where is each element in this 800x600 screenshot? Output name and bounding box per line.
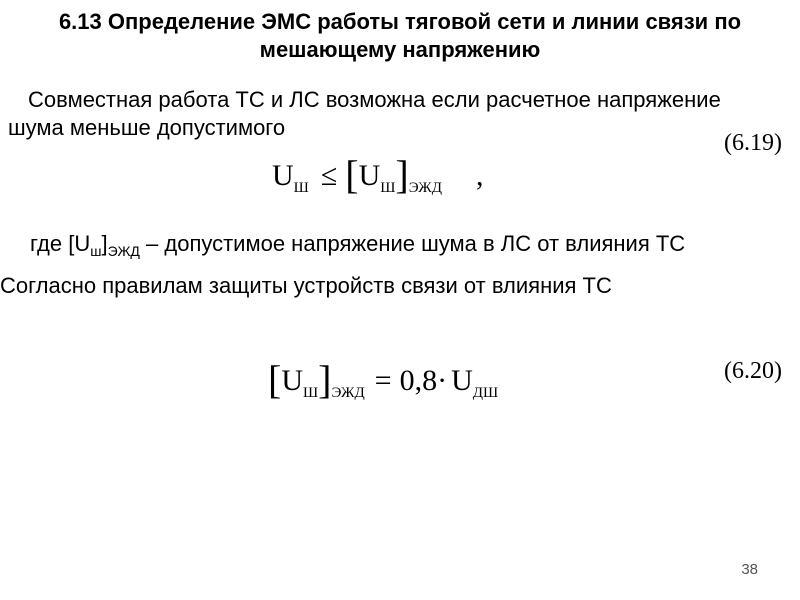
paragraph-line-1: Совместная работа ТС и ЛС возможна если расчетное напряжение [28, 87, 721, 112]
eq-6-19-bracket-open: [ [345, 152, 359, 197]
equation-number-6-20: (6.20) [724, 358, 782, 384]
paragraph-line-2: шума меньше допустимого [8, 115, 286, 140]
eq-6-19-lhs-subscript: Ш [293, 180, 309, 196]
eq-6-19-rhs-symbol: U [358, 159, 381, 192]
equation-6-19 [272, 148, 483, 195]
equation-6-20 [268, 353, 498, 400]
eq-6-20-bracket-subscript: ЭЖД [331, 385, 365, 401]
where-line-subscript-2: ЭЖД [107, 243, 140, 259]
eq-6-19-bracket-close: ] [395, 152, 409, 197]
slide-title-line-1: 6.13 Определение ЭМС работы тяговой сети и линии связи по [58, 9, 742, 34]
page-number: 38 [741, 561, 758, 578]
eq-6-20-dot: · [437, 364, 448, 397]
eq-6-20-rhs-subscript: ДШ [472, 385, 499, 401]
slide-title-line-2: мешающему напряжению [259, 37, 541, 62]
eq-6-20-equals: = [374, 364, 392, 397]
eq-6-19-relation: ≤ [320, 159, 338, 192]
slide-title [0, 8, 800, 64]
eq-6-20-bracket-open: [ [268, 357, 282, 402]
eq-6-19-trailing-comma: , [475, 159, 484, 192]
where-line-prefix: где [U [30, 231, 91, 256]
where-line-subscript-1: ш [90, 243, 102, 259]
eq-6-20-subscript: Ш [303, 385, 319, 401]
where-line-middle: ] [101, 231, 108, 256]
eq-6-19-lhs-symbol: U [272, 159, 294, 192]
eq-6-20-symbol: U [281, 364, 303, 397]
eq-6-20-coefficient: 0,8 [399, 364, 438, 397]
eq-6-20-rhs-symbol: U [451, 364, 473, 397]
eq-6-19-bracket-subscript: ЭЖД [408, 180, 442, 196]
where-line-suffix: – допустимое напряжение шума в ЛС от влияния ТС [139, 231, 686, 256]
where-line [30, 232, 685, 258]
equation-number-6-19: (6.19) [724, 130, 782, 156]
eq-6-20-bracket-close: ] [318, 357, 332, 402]
rule-line: Согласно правилам защиты устройств связи от влияния ТС [0, 273, 612, 298]
eq-6-19-rhs-subscript: Ш [380, 180, 396, 196]
